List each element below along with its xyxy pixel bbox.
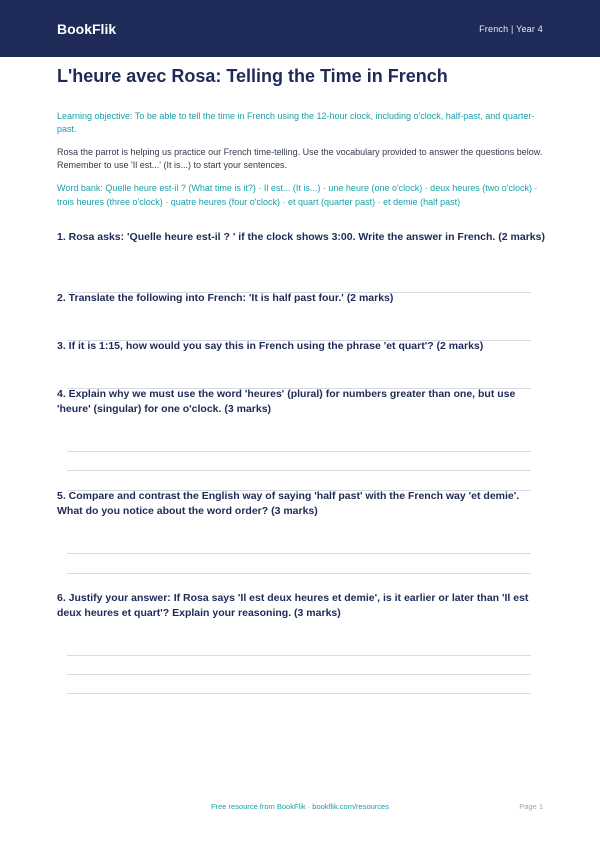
footer-resource-link[interactable]: Free resource from BookFlik · bookflik.com/resources	[211, 802, 389, 811]
question-3: 3. If it is 1:15, how would you say this in French using the phrase 'et quart'? (2 marks)	[57, 340, 484, 352]
question-6: 6. Justify your answer: If Rosa says 'Il est deux heures et demie', is it earlier or later than 'Il est deux heures et quart'? Explain your reasoning. (3 marks)	[57, 592, 529, 619]
answer-line[interactable]	[67, 470, 531, 471]
question-2: 2. Translate the following into French: 'It is half past four.' (2 marks)	[57, 292, 394, 304]
answer-line[interactable]	[67, 451, 531, 452]
answer-line[interactable]	[67, 674, 531, 675]
page-header	[0, 0, 600, 57]
learning-objective: Learning objective: To be able to tell the time in French using the 12-hour clock, including o'clock, half-past, and quarter-past.	[57, 111, 535, 134]
intro-text: Rosa the parrot is helping us practice our French time-telling. Use the vocabulary provided to answer the questions below. Remember to use 'Il est...' (It is...) to start your sentences.	[57, 147, 543, 170]
answer-line[interactable]	[67, 553, 531, 554]
question-1: 1. Rosa asks: 'Quelle heure est-il ? ' if the clock shows 3:00. Write the answer in French. (2 marks)	[57, 231, 545, 243]
worksheet-intro	[57, 66, 543, 209]
page-number: Page 1	[519, 802, 543, 811]
question-4: 4. Explain why we must use the word 'heures' (plural) for numbers greater than one, but use 'heure' (singular) for one o'clock. (3 marks)	[57, 388, 516, 415]
answer-line[interactable]	[67, 655, 531, 656]
word-bank: Word bank: Quelle heure est-il ? (What time is it?) · Il est... (It is...) · une heure (one o'clock) · deux heures (two o'clock) · trois heures (three o'clock) · quatre heures (four o'clock) · et quart (quarter past) · et demie (half past)	[57, 183, 538, 207]
page-title: L'heure avec Rosa: Telling the Time in French	[57, 66, 448, 86]
answer-line[interactable]	[67, 573, 531, 574]
question-5: 5. Compare and contrast the English way of saying 'half past' with the French way 'et demie'. What do you notice about the word order? (3 marks)	[57, 490, 520, 517]
subject-year-label: French | Year 4	[479, 23, 543, 34]
answer-line[interactable]	[67, 693, 531, 694]
brand-logo: BookFlik	[57, 20, 117, 37]
